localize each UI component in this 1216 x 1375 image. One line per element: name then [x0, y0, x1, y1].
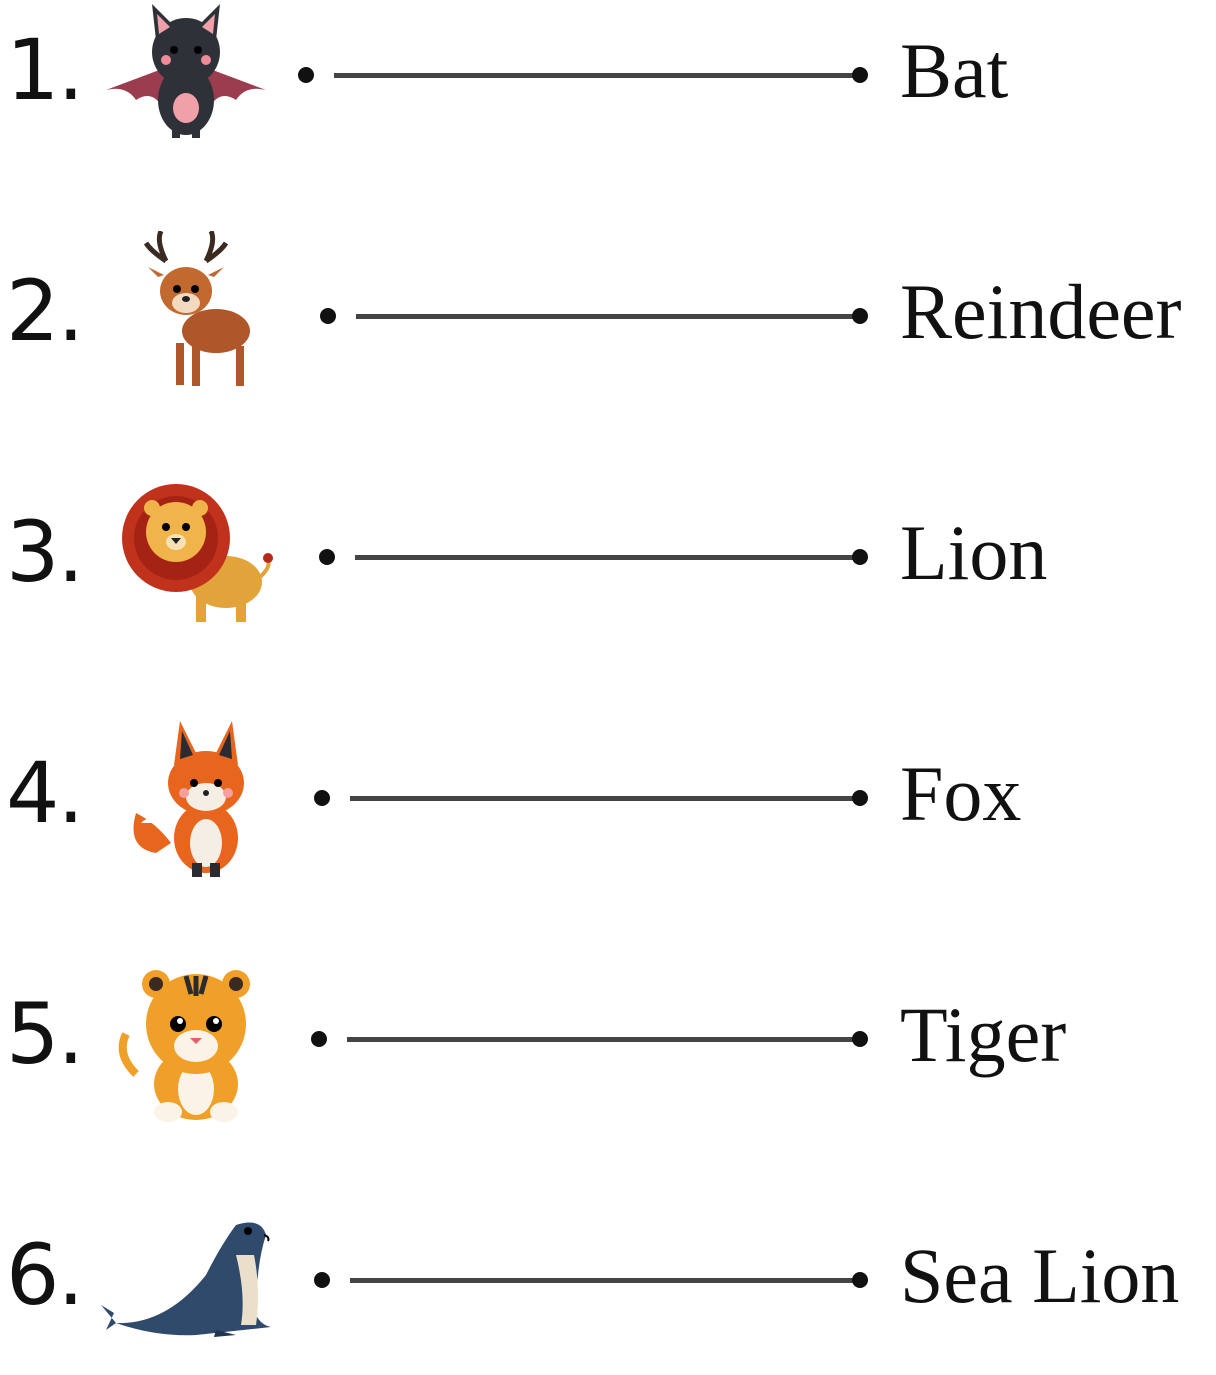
- connecting-line: [355, 555, 860, 560]
- match-row-4: [0, 723, 1216, 883]
- animal-word: Tiger: [900, 991, 1067, 1078]
- connecting-line: [347, 1037, 860, 1042]
- item-number: 1.: [6, 21, 83, 119]
- reindeer-icon: [96, 231, 276, 411]
- right-dot[interactable]: [852, 67, 868, 83]
- left-dot[interactable]: [311, 1031, 327, 1047]
- left-dot[interactable]: [314, 790, 330, 806]
- item-number: 3.: [6, 503, 83, 601]
- right-dot[interactable]: [852, 308, 868, 324]
- item-number: 5.: [6, 985, 83, 1083]
- left-dot[interactable]: [320, 308, 336, 324]
- item-number: 2.: [6, 262, 83, 360]
- right-dot[interactable]: [852, 1272, 868, 1288]
- connecting-line: [350, 1278, 860, 1283]
- match-row-5: [0, 964, 1216, 1124]
- match-row-1: [0, 0, 1216, 160]
- animal-word: Sea Lion: [900, 1232, 1180, 1319]
- item-number: 6.: [6, 1226, 83, 1324]
- right-dot[interactable]: [852, 1031, 868, 1047]
- right-dot[interactable]: [852, 790, 868, 806]
- left-dot[interactable]: [314, 1272, 330, 1288]
- match-row-2: [0, 241, 1216, 401]
- sea-lion-icon: [96, 1195, 276, 1375]
- animal-word: Bat: [900, 27, 1009, 114]
- tiger-icon: [96, 954, 276, 1134]
- animal-word: Fox: [900, 750, 1022, 837]
- lion-icon: [96, 472, 276, 652]
- connecting-line: [350, 796, 860, 801]
- left-dot[interactable]: [319, 549, 335, 565]
- fox-icon: [96, 713, 276, 893]
- left-dot[interactable]: [298, 67, 314, 83]
- bat-icon: [96, 0, 276, 170]
- item-number: 4.: [6, 744, 83, 842]
- connecting-line: [356, 314, 860, 319]
- connecting-line: [334, 73, 860, 78]
- match-row-6: [0, 1205, 1216, 1365]
- match-row-3: [0, 482, 1216, 642]
- right-dot[interactable]: [852, 549, 868, 565]
- animal-word: Reindeer: [900, 268, 1182, 355]
- animal-word: Lion: [900, 509, 1048, 596]
